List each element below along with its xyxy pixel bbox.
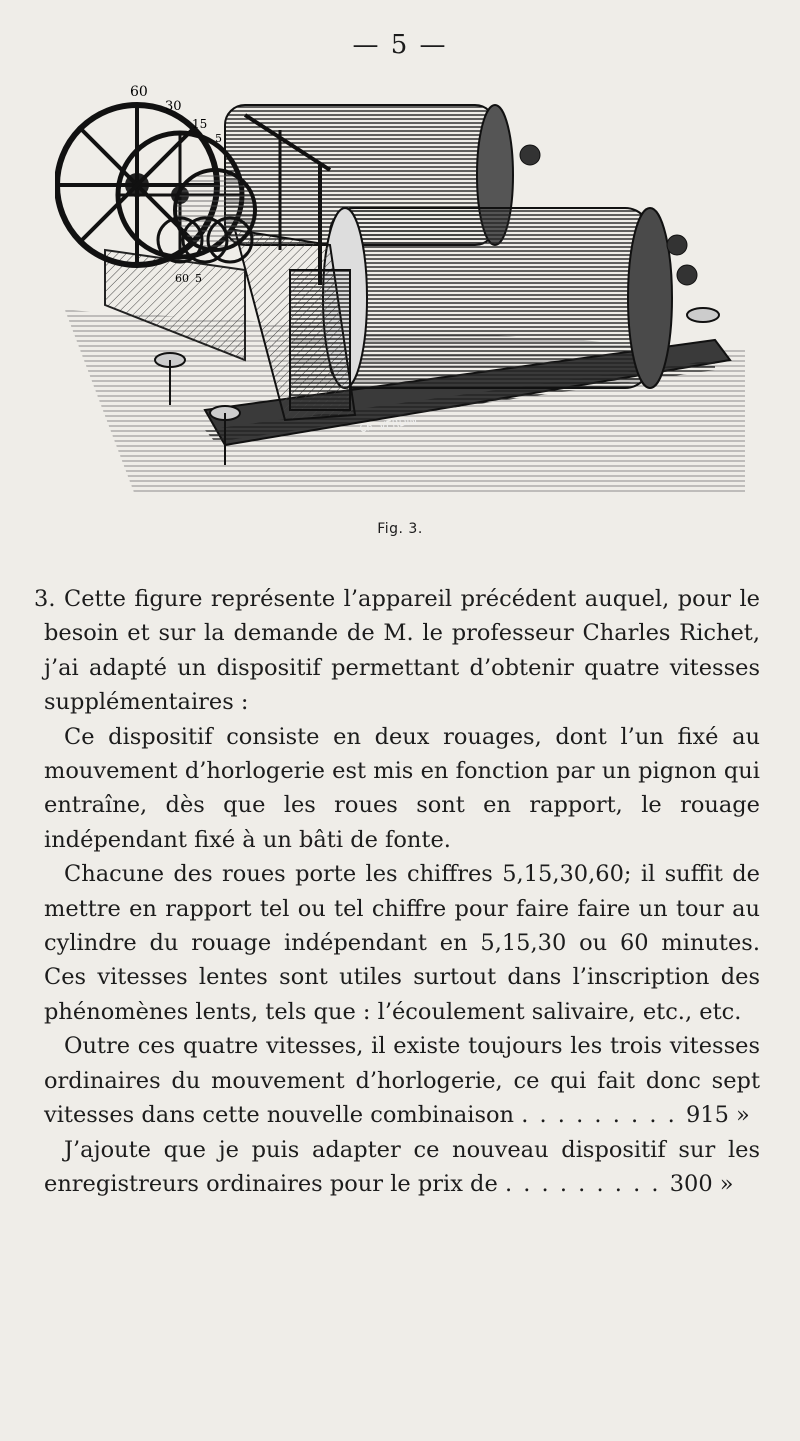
figure-illustration — [55, 70, 755, 510]
currency-mark-1: » — [736, 1102, 750, 1129]
wheel-label-30: 30 — [165, 99, 182, 114]
paragraph-4 — [44, 1029, 760, 1132]
paragraph-3: Chacune des roues porte les chiffres 5,15,30,60; il suffit de mettre en rapport tel ou tel chiffre pour faire faire un tour au cylindre du rouage indépendant en 5,15,30 ou 60 minutes. Ces vitesses lentes sont utiles surtout dans l’inscription des phénomènes lents, tels que : l’écoulement salivaire, etc., etc. — [44, 861, 760, 1025]
price-300: 300 — [669, 1170, 713, 1197]
paragraph-2: Ce dispositif consiste en deux rouages, dont l’un fixé au mouvement d’horlogerie est mis en fonction par un pignon qui entraîne, dès que les roues sont en rapport, le rouage indépendant fixé à un bâti de fonte. — [44, 723, 760, 853]
price-leader-2: . . . . . . . . . — [504, 1170, 670, 1197]
figure-caption: Fig. 3. — [377, 521, 423, 537]
currency-mark-2: » — [719, 1170, 734, 1197]
paragraph-5 — [44, 1133, 760, 1202]
maker-mark: Ch. VERDIN — [358, 416, 418, 435]
paragraph-1: 3. Cette figure représente l’appareil précédent auquel, pour le besoin et sur la demande de M. le professeur Charles Richet, j’ai adapté un dispositif permettant d’obtenir quatre vitesses supplémentaires : — [34, 586, 760, 716]
body-text — [34, 582, 760, 1201]
paragraph-5-text: J’ajoute que je puis adapter ce nouveau dispositif sur les enregistreurs ordinaires pour le prix de — [44, 1136, 760, 1197]
price-leader-1: . . . . . . . . . — [521, 1102, 686, 1129]
price-915: 915 — [685, 1102, 729, 1129]
wheel-label-15: 15 — [192, 117, 208, 131]
wheel-label-60: 60 — [130, 84, 148, 100]
paragraph-4-text: Outre ces quatre vitesses, il existe toujours les trois vitesses ordinaires du mouvement d’horlogerie, ce qui fait donc sept vitesses dans cette nouvelle combinaison — [44, 1033, 760, 1129]
page-number: — 5 — — [352, 30, 448, 60]
wheel-label-5-lower: 5 — [195, 272, 202, 285]
wheel-label-60-lower: 60 — [175, 272, 189, 285]
wheel-label-5: 5 — [215, 132, 222, 145]
kymograph-engraving — [55, 70, 755, 510]
